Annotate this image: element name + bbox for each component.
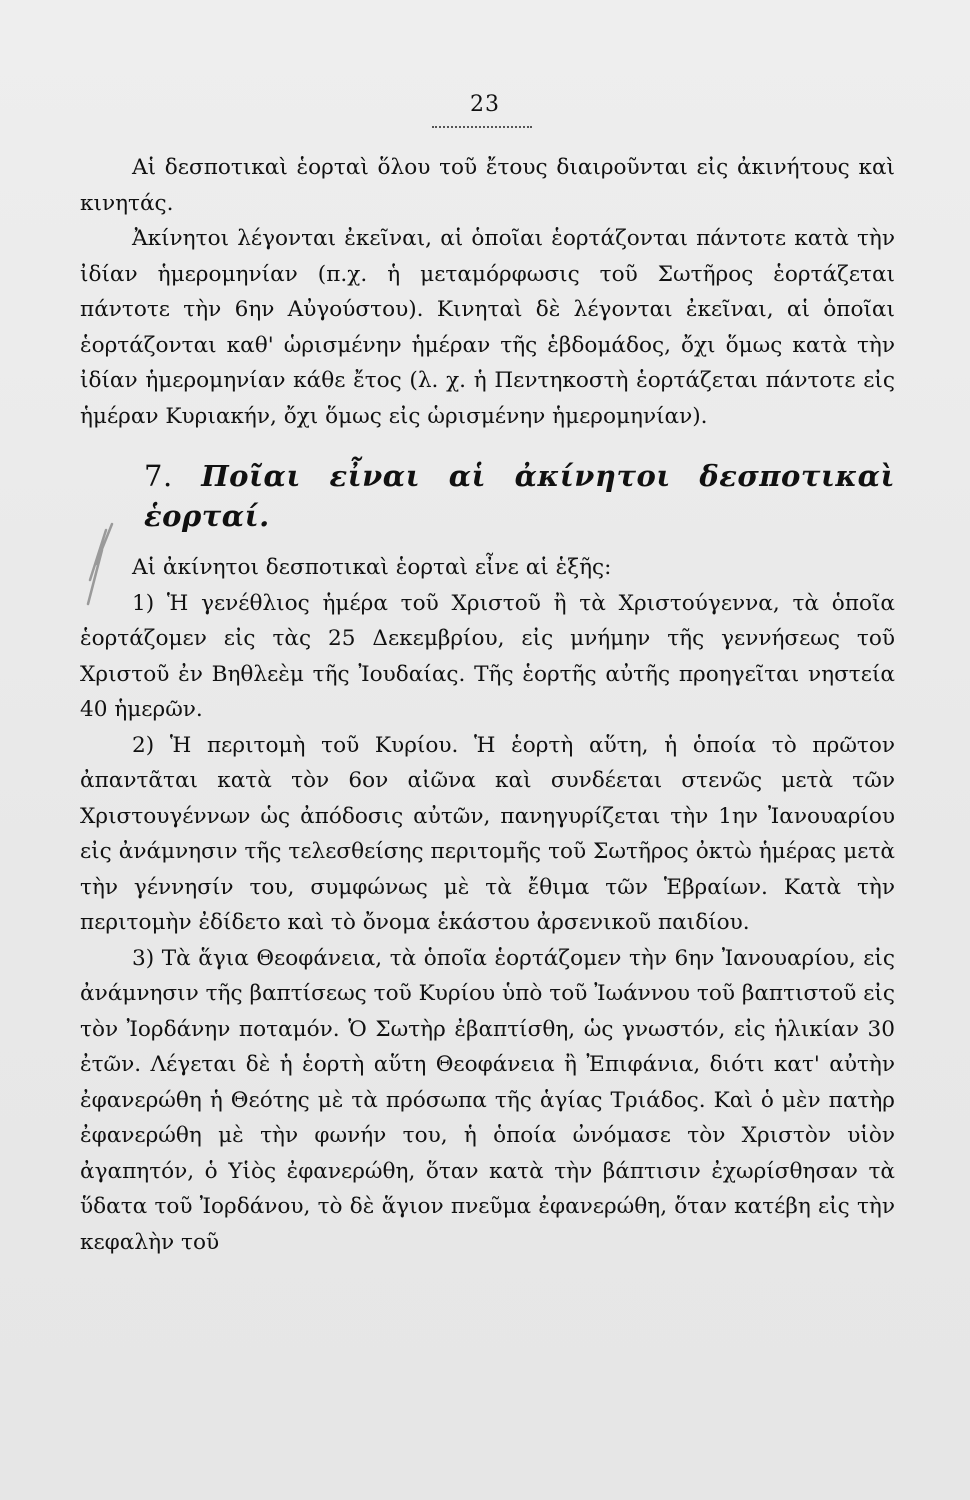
body-paragraph-circumcision: 2) Ἡ περιτομὴ τοῦ Κυρίου. Ἡ ἑορτὴ αὕτη, ἡ ὁποία τὸ πρῶτον ἀπαντᾶται κατὰ τὸν 6ον αἰῶνα καὶ συνδέεται στενῶς μετὰ τῶν Χριστουγέννων ὡς ἀπόδοσις αὐτῶν, πανηγυρίζεται τὴν 1ην Ἰανουαρίου εἰς ἀνάμνησιν τῆς τελεσθείσης περιτομῆς τοῦ Σωτῆρος ὀκτὼ ἡμέρας μετὰ τὴν γέννησίν του, συμφώνως μὲ τὰ ἔθιμα τῶν Ἑβραίων. Κατὰ τὴν περιτομὴν ἐδίδετο καὶ τὸ ὄνομα ἑκάστου ἀρσενικοῦ παιδίου. (80, 732, 895, 935)
page-text (80, 150, 895, 1260)
body-paragraph-intro: Αἱ ἀκίνητοι δεσποτικαὶ ἑορταὶ εἶνε αἱ ἑξῆς: (132, 555, 612, 580)
page-number: 23 (470, 92, 500, 117)
section-title: Ποῖαι εἶναι αἱ ἀκίνητοι δεσποτικαὶ ἑορταί. (144, 459, 895, 533)
section-heading (80, 456, 895, 536)
header-rule (432, 126, 532, 128)
section-number: 7. (144, 459, 173, 493)
body-paragraph-theophany: 3) Τὰ ἅγια Θεοφάνεια, τὰ ὁποῖα ἑορτάζομεν τὴν 6ην Ἰανουαρίου, εἰς ἀνάμνησιν τῆς βαπτίσεως τοῦ Κυρίου ὑπὸ τοῦ Ἰωάννου τοῦ βαπτιστοῦ εἰς τὸν Ἰορδάνην ποταμόν. Ὁ Σωτὴρ ἐβαπτίσθη, ὡς γνωστόν, εἰς ἡλικίαν 30 ἐτῶν. Λέγεται δὲ ἡ ἑορτὴ αὕτη Θεοφάνεια ἢ Ἐπιφάνια, διότι κατ' αὐτὴν ἐφανερώθη ἡ Θεότης μὲ τὰ πρόσωπα τῆς ἁγίας Τριάδος. Καὶ ὁ μὲν πατὴρ ἐφανερώθη μὲ τὴν φωνήν του, ἡ ὁποία ὠνόμασε τὸν Χριστὸν υἱὸν ἀγαπητόν, ὁ Υἱὸς ἐφανερώθη, ὅταν κατὰ τὴν βάπτισιν ἐχωρίσθησαν τὰ ὕδατα τοῦ Ἰορδάνου, τὸ δὲ ἅγιον πνεῦμα ἐφανερώθη, ὅταν κατέβη εἰς τὴν κεφαλὴν τοῦ (80, 945, 895, 1255)
body-paragraph-christmas: 1) Ἡ γενέθλιος ἡμέρα τοῦ Χριστοῦ ἢ τὰ Χριστούγεννα, τὰ ὁποῖα ἑορτάζομεν εἰς τὰς 25 Δεκεμβρίου, εἰς μνήμην τῆς γεννήσεως τοῦ Χριστοῦ ἐν Βηθλεὲμ τῆς Ἰουδαίας. Τῆς ἑορτῆς αὐτῆς προηγεῖται νηστεία 40 ἡμερῶν. (80, 590, 895, 722)
intro-paragraph-2: Ἀκίνητοι λέγονται ἐκεῖναι, αἱ ὁποῖαι ἑορτάζονται πάντοτε κατὰ τὴν ἰδίαν ἡμερομηνίαν (π.χ. ἡ μεταμόρφωσις τοῦ Σωτῆρος ἑορτάζεται πάντοτε τὴν 6ην Αὐγούστου). Κινηταὶ δὲ λέγονται ἐκεῖναι, αἱ ὁποῖαι ἑορτάζονται καθ' ὡρισμένην ἡμέραν τῆς ἑβδομάδος, ὄχι ὅμως κατὰ τὴν ἰδίαν ἡμερομηνίαν κάθε ἔτος (λ. χ. ἡ Πεντηκοστὴ ἑορτάζεται πάντοτε εἰς ἡμέραν Κυριακήν, ὄχι ὅμως εἰς ὡρισμένην ἡμερομηνίαν). (80, 226, 895, 429)
intro-paragraph-1: Αἱ δεσποτικαὶ ἑορταὶ ὅλου τοῦ ἔτους διαιροῦνται εἰς ἀκινήτους καὶ κινητάς. (80, 155, 895, 216)
